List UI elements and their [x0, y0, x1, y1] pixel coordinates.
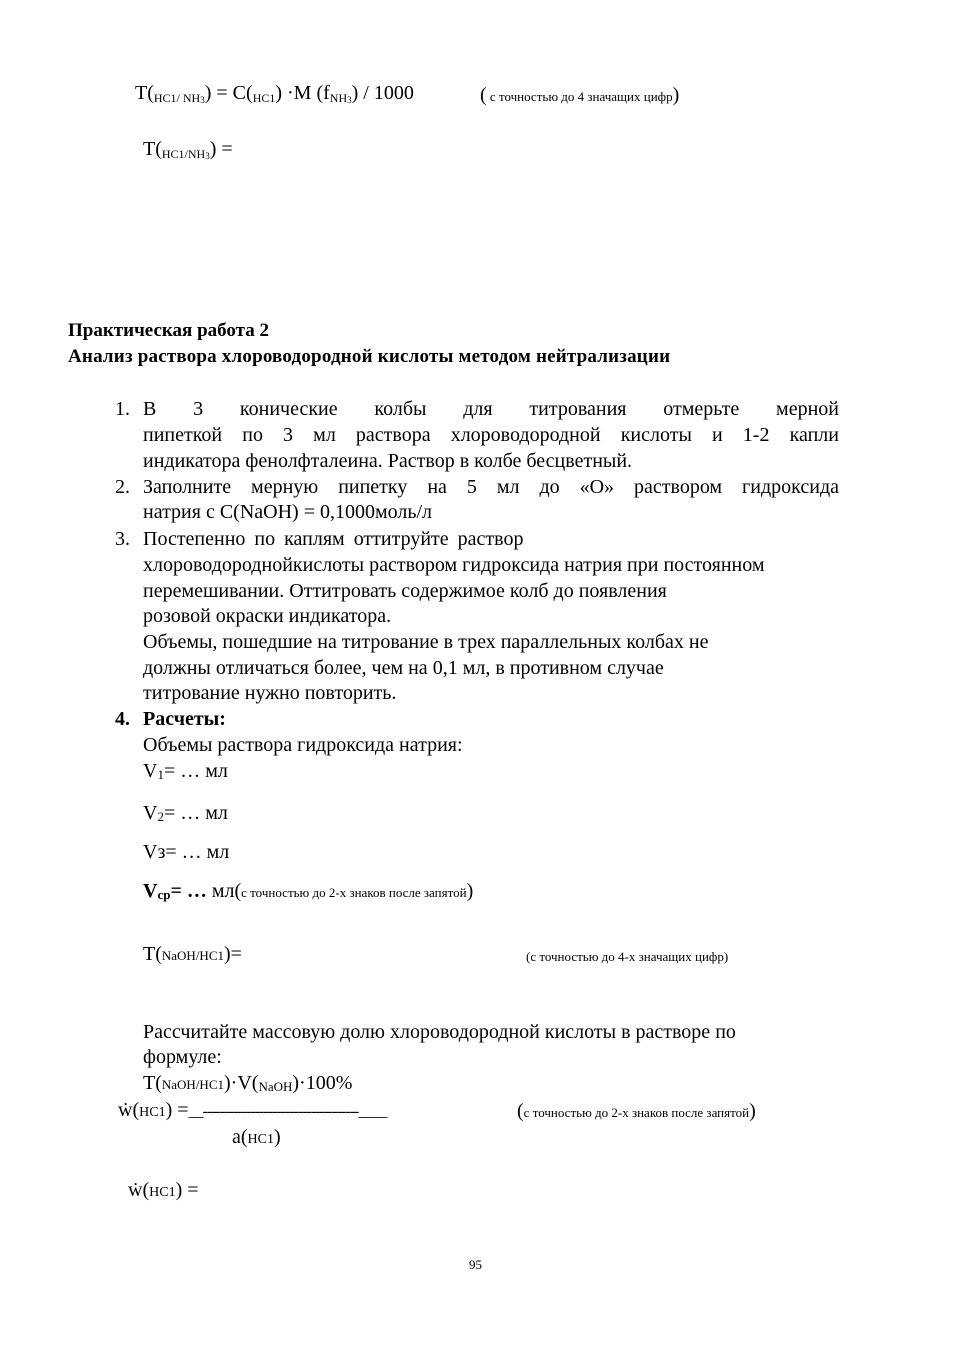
- list-item-1-line-2: пипеткой по 3 мл раствора хлороводородной кислоты и 1-2 капли: [143, 424, 839, 446]
- volume-average: Vср= … мл(с точностью до 2-х знаков после запятой): [143, 880, 474, 902]
- list-number-1: 1.: [115, 398, 130, 420]
- list-number-3: 3.: [115, 528, 130, 550]
- list-item-3-line-2: хлороводороднойкислоты раствором гидроксида натрия при постоянном: [143, 554, 765, 576]
- list-item-1-line-3: индикатора фенолфталеина. Раствор в колбе бесцветный.: [143, 450, 633, 472]
- list-item-1-line-1: В 3 конические колбы для титрования отмерьте мерной: [143, 398, 839, 420]
- volume-1: V1= … мл: [143, 760, 228, 782]
- mass-fraction-formula: ẇ(HC1) =__------------------------------------____: [118, 1099, 387, 1121]
- list-number-4: 4.: [115, 708, 130, 730]
- calculations-title: Расчеты:: [143, 708, 226, 730]
- mass-fraction-result: ẇ(HC1) =: [128, 1179, 199, 1201]
- formula-precision-note: ( с точностью до 4 значащих цифр): [480, 84, 680, 106]
- mass-fraction-numerator: T(NaOH/HC1)·V(NaOH)·100%: [143, 1072, 353, 1094]
- page-number: 95: [469, 1257, 482, 1272]
- titer-precision-note: (с точностью до 4-х значащих цифр): [526, 949, 729, 964]
- titer-result: $T(_{HC1/NH3})$ =: [143, 138, 233, 161]
- list-item-3-line-3: перемешивании. Оттитровать содержимое колб до появления: [143, 580, 667, 602]
- list-item-3-line-4: розовой окраски индикатора.: [143, 605, 392, 627]
- mass-precision-note: (с точностью до 2-х знаков после запятой): [517, 1100, 756, 1122]
- mass-fraction-instruction-line-2: формуле:: [143, 1046, 222, 1068]
- list-item-3-line-6: должны отличаться более, чем на 0,1 мл, в противном случае: [143, 657, 664, 679]
- heading-subtitle: Анализ раствора хлороводородной кислоты методом нейтрализации: [68, 346, 671, 367]
- heading-title: Практическая работа 2: [68, 320, 269, 341]
- list-item-3-line-7: титрование нужно повторить.: [143, 682, 397, 704]
- list-number-2: 2.: [115, 476, 130, 498]
- list-item-2-line-2: натрия с C(NaOH) = 0,1000моль/л: [143, 501, 433, 523]
- list-item-3-line-5: Объемы, пошедшие на титрование в трех параллельных колбах не: [143, 631, 709, 653]
- titer-formula: $T(_{HC1/ NH3}) = C(_{HC1}) \cdot M$ $(f_{NH3}) / 1000$: [135, 82, 414, 105]
- volumes-intro: Объемы раствора гидроксида натрия:: [143, 734, 463, 756]
- titer-naoh-hcl: T(NaOH/HC1)=: [143, 943, 242, 965]
- fraction-line: __------------------------------------____: [188, 1103, 387, 1120]
- volume-2: V2= … мл: [143, 802, 228, 824]
- volume-3: Vз= … мл: [143, 841, 230, 863]
- list-item-2-line-1: Заполните мерную пипетку на 5 мл до «О» раствором гидроксида: [143, 476, 839, 498]
- mass-fraction-denominator: a(HC1): [232, 1126, 281, 1148]
- list-item-3-line-1: Постепенно по каплям оттитруйте раствор: [143, 528, 524, 550]
- mass-fraction-instruction-line-1: Рассчитайте массовую долю хлороводородной кислоты в растворе по: [143, 1021, 736, 1043]
